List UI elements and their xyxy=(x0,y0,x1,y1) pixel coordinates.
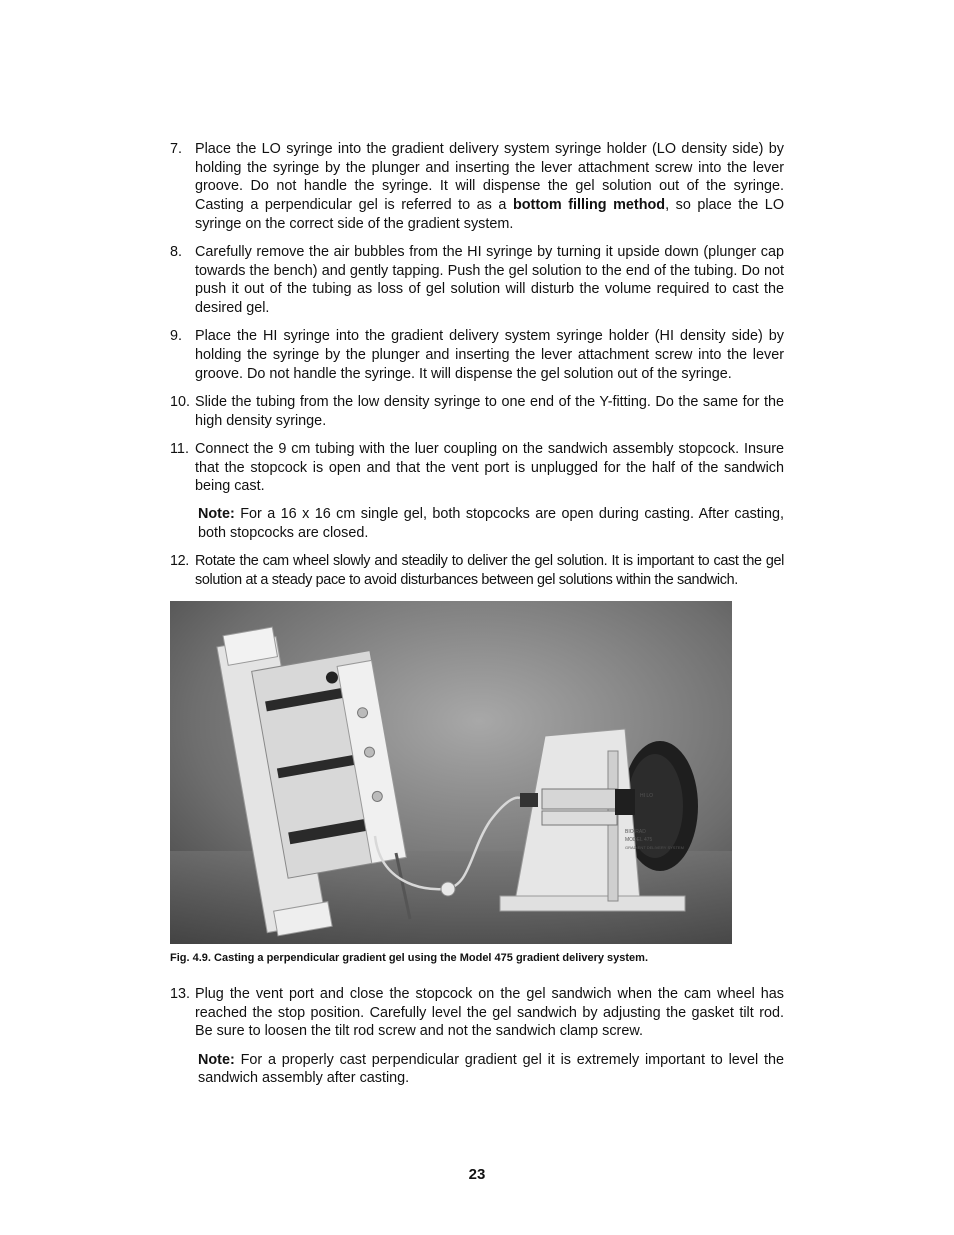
step-10 xyxy=(170,393,784,430)
step-7 xyxy=(170,140,784,234)
step-number: 12. xyxy=(170,553,189,570)
note-text: For a 16 x 16 cm single gel, both stopcocks are open during casting. After casting, both stopcocks are closed. xyxy=(198,506,784,542)
step-text: Rotate the cam wheel slowly and steadily to deliver the gel solution. It is important to cast the gel solution at a steady pace to avoid disturbances between gel solutions within the sandwich. xyxy=(195,553,784,589)
step-text: Place the HI syringe into the gradient delivery system syringe holder (HI density side) by holding the syringe by the plunger and inserting the lever attachment screw into the lever groove. Do not handle the syringe. It will dispense the gel solution out of the syringe. xyxy=(195,328,784,382)
step-13 xyxy=(170,985,784,1041)
step-text-bold: bottom filling method xyxy=(512,197,666,214)
gradient-system-photo xyxy=(170,601,732,944)
step-number: 10. xyxy=(170,393,191,410)
page-number: 23 xyxy=(468,1166,486,1183)
step-text: Slide the tubing from the low density syringe to one end of the Y-fitting. Do the same for the high density syringe. xyxy=(195,393,784,429)
note-label: Note: xyxy=(198,506,235,523)
photo-label-brand: BIO-RAD xyxy=(625,829,646,835)
instructions-bottom xyxy=(170,985,784,1098)
note-level-sandwich xyxy=(170,1051,784,1088)
step-12 xyxy=(170,552,784,589)
step-text: Carefully remove the air bubbles from the HI syringe by turning it upside down (plunger cap towards the bench) and gently tapping. Push the gel solution to the end of the tubing. Do not push it out of the tubing as loss of gel solution will disturb the volume required to cast the desired gel. xyxy=(195,244,784,317)
step-11 xyxy=(170,440,784,496)
step-number: 7. xyxy=(170,141,183,157)
figure-caption: Fig. 4.9. Casting a perpendicular gradient gel using the Model 475 gradient delivery system. xyxy=(170,952,649,964)
step-8 xyxy=(170,243,784,318)
step-number: 11. xyxy=(170,440,189,457)
step-text: Plug the vent port and close the stopcock on the gel sandwich when the cam wheel has reached the stop position. Carefully level the gel sandwich by adjusting the gasket tilt rod. Be sure to loosen the tilt rod screw and not the sandwich clamp screw. xyxy=(195,986,784,1040)
step-text: Place the LO syringe into the gradient delivery system syringe holder (LO density side) by holding the syringe by the plunger and inserting the lever attachment screw into the lever groove. Do not handle the syringe. It will dispense the gel solution out of the syringe. Casting a perpendicular gel is referred to as a xyxy=(195,141,784,214)
figure-photo xyxy=(170,601,732,944)
note-label: Note: xyxy=(198,1051,235,1068)
step-number: 9. xyxy=(170,328,183,345)
instructions-top xyxy=(170,140,784,599)
step-text: Connect the 9 cm tubing with the luer coupling on the sandwich assembly stopcock. Insure that the stopcock is open and that the vent port is unplugged for the half of the sandwich being cast. xyxy=(195,440,784,495)
step-number: 13. xyxy=(170,986,191,1002)
photo-label-system: GRADIENT DELIVERY SYSTEM xyxy=(625,845,684,850)
step-9 xyxy=(170,327,784,383)
note-text: For a properly cast perpendicular gradient gel it is extremely important to level the sandwich assembly after casting. xyxy=(198,1051,784,1087)
photo-label-side: HI LO xyxy=(640,793,654,799)
note-single-gel xyxy=(170,505,784,542)
step-number: 8. xyxy=(170,244,183,261)
step-text: , so place the LO syringe on the correct side of the gradient system. xyxy=(195,197,785,232)
photo-label-model: MODEL 475 xyxy=(625,837,653,843)
